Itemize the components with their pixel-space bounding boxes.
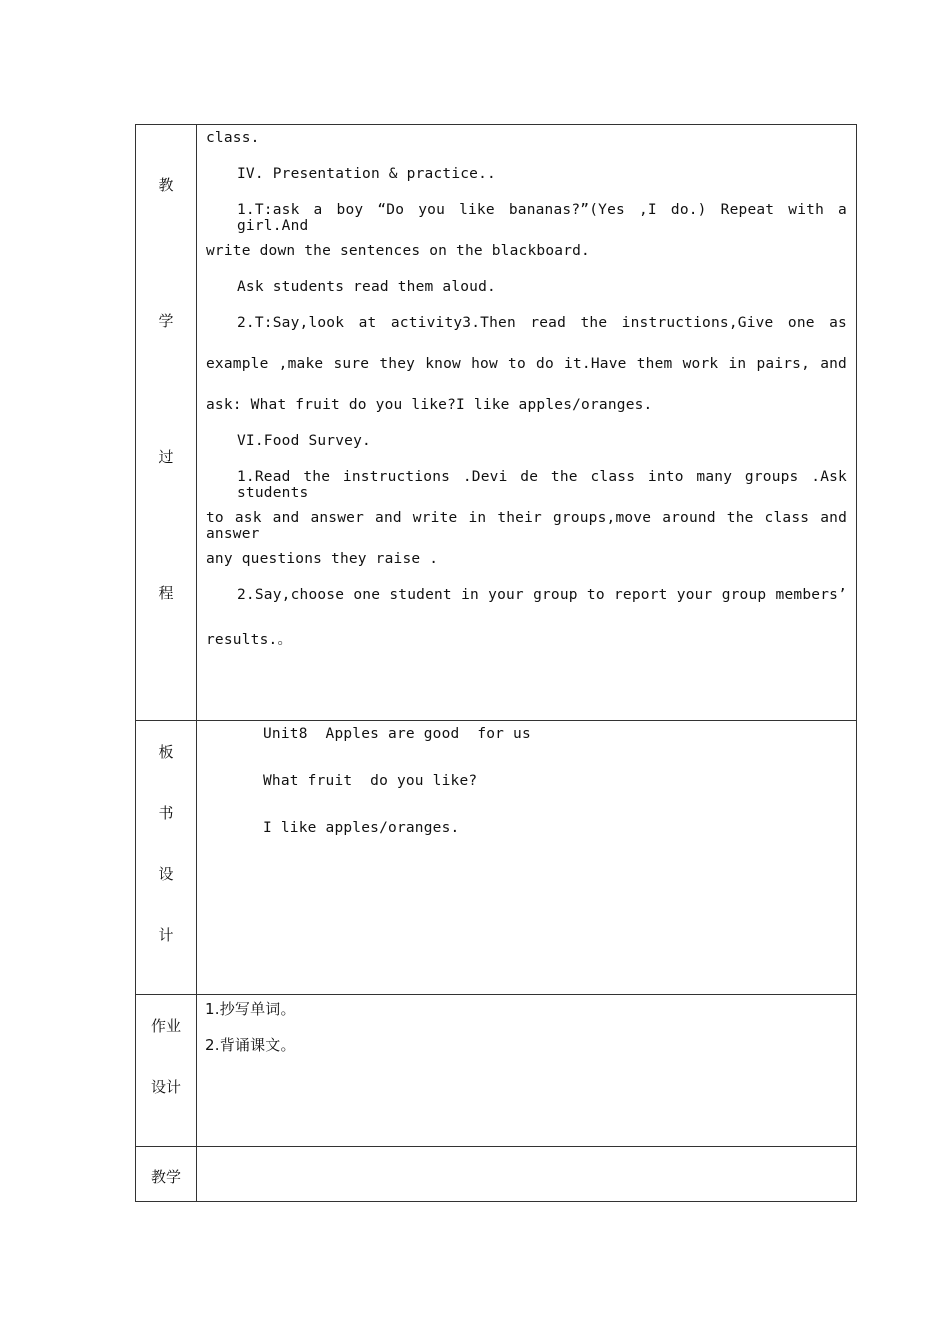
lesson-plan-table (135, 124, 857, 1202)
board-label-char-3: 设 (158, 865, 174, 883)
board-title: Unit8 Apples are good for us (263, 726, 531, 742)
board-label-char-2: 书 (158, 804, 174, 822)
board-line: I like apples/oranges. (263, 820, 460, 836)
process-label-char-4: 程 (158, 584, 174, 602)
homework-label-line-2: 设计 (150, 1078, 181, 1096)
process-line: 2.T:Say,look at activity3.Then read the instructions,Give one as (237, 315, 847, 331)
process-line: 1.T:ask a boy “Do you like bananas?”(Yes ,I do.) Repeat with a girl.And (237, 202, 847, 234)
process-line: VI.Food Survey. (237, 433, 371, 449)
teaching-process-content (197, 125, 857, 721)
board-line: What fruit do you like? (263, 773, 478, 789)
process-line: 2.Say,choose one student in your group to report your group members’ (237, 587, 847, 603)
process-label-char-2: 学 (158, 312, 174, 330)
process-line: to ask and answer and write in their groups,move around the class and answer (206, 510, 847, 542)
process-line: results.。 (206, 632, 293, 648)
process-line: any questions they raise . (206, 551, 439, 567)
teaching-reflection-label-cell (136, 1147, 197, 1202)
board-design-label-cell (136, 721, 197, 995)
homework-design-row (136, 995, 857, 1147)
teaching-reflection-content (197, 1147, 857, 1202)
board-design-content (197, 721, 857, 995)
process-line: IV. Presentation & practice.. (237, 166, 496, 182)
board-label-char-4: 计 (158, 926, 174, 944)
teaching-process-row (136, 125, 857, 721)
homework-item: 2.背诵课文。 (205, 1036, 296, 1054)
process-line: example ,make sure they know how to do it.Have them work in pairs, and (206, 356, 847, 372)
board-design-row (136, 721, 857, 995)
board-label-char-1: 板 (158, 743, 174, 761)
process-line: Ask students read them aloud. (237, 279, 496, 295)
homework-design-content (197, 995, 857, 1147)
process-label-char-3: 过 (158, 448, 174, 466)
reflection-label: 教学 (150, 1168, 181, 1186)
process-label-char-1: 教 (158, 176, 174, 194)
process-line: write down the sentences on the blackboard. (206, 243, 590, 259)
homework-label-line-1: 作业 (150, 1017, 181, 1035)
teaching-process-label-cell (136, 125, 197, 721)
process-line: 1.Read the instructions .Devi de the class into many groups .Ask students (237, 469, 847, 501)
homework-design-label-cell (136, 995, 197, 1147)
homework-item: 1.抄写单词。 (205, 1000, 296, 1018)
process-line: ask: What fruit do you like?I like apples/oranges. (206, 397, 653, 413)
teaching-reflection-row (136, 1147, 857, 1202)
process-line: class. (206, 130, 260, 146)
